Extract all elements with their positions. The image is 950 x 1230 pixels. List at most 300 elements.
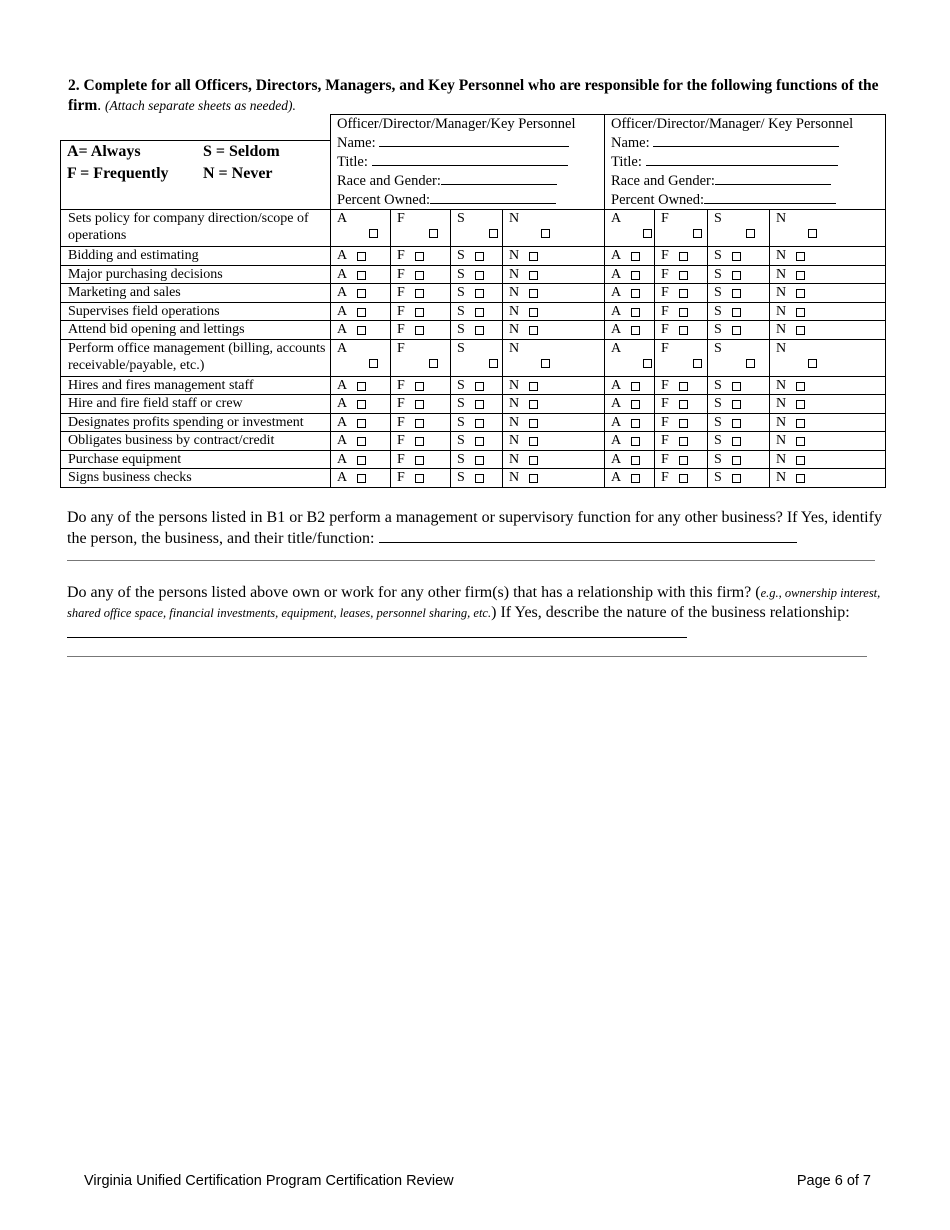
table-row <box>61 321 886 340</box>
rating-checkbox[interactable] <box>415 289 424 298</box>
personnel-2-title-field[interactable] <box>646 152 838 166</box>
rating-option-label: A <box>337 451 348 467</box>
rating-cell <box>708 450 770 469</box>
rating-checkbox[interactable] <box>415 308 424 317</box>
rating-checkbox[interactable] <box>746 229 755 238</box>
rating-option-label: A <box>611 433 622 448</box>
rating-cell <box>605 210 655 247</box>
rating-checkbox[interactable] <box>631 271 640 280</box>
rating-checkbox[interactable] <box>796 456 805 465</box>
table-row <box>61 302 886 321</box>
rating-cell <box>503 339 605 376</box>
rating-option-label: F <box>661 377 669 393</box>
rating-checkbox[interactable] <box>529 308 538 317</box>
rating-cell <box>770 339 886 376</box>
rating-checkbox[interactable] <box>529 289 538 298</box>
rating-option-label: A <box>337 414 348 430</box>
rating-option-label: N <box>776 303 787 319</box>
rating-checkbox[interactable] <box>679 252 688 261</box>
rating-checkbox[interactable] <box>732 308 741 317</box>
rating-option-label: N <box>776 248 787 263</box>
rating-option-label: S <box>714 451 722 467</box>
personnel-1-title-field[interactable] <box>372 152 568 166</box>
rating-checkbox[interactable] <box>679 382 688 391</box>
rating-cell <box>331 450 391 469</box>
table-row <box>61 284 886 303</box>
rating-cell <box>503 469 605 488</box>
page-number: Page 6 of 7 <box>796 1173 871 1189</box>
rating-checkbox[interactable] <box>643 359 652 368</box>
rating-option-label: F <box>397 433 405 448</box>
rating-cell <box>770 469 886 488</box>
rating-checkbox[interactable] <box>357 419 366 428</box>
rating-option-label: N <box>509 414 520 430</box>
table-row <box>61 450 886 469</box>
rating-checkbox[interactable] <box>475 252 484 261</box>
rating-checkbox[interactable] <box>693 359 702 368</box>
related-firm-answer-field[interactable] <box>67 623 687 638</box>
rating-cell <box>655 432 708 451</box>
legend-frequently: F = Frequently <box>67 164 169 182</box>
rating-checkbox[interactable] <box>732 289 741 298</box>
rating-cell <box>391 413 451 432</box>
rating-cell <box>331 395 391 414</box>
rating-cell <box>391 450 451 469</box>
rating-checkbox[interactable] <box>357 252 366 261</box>
function-label: Major purchasing decisions <box>61 265 331 284</box>
rating-option-label: N <box>776 414 787 430</box>
rating-option-label: S <box>457 266 465 282</box>
rating-option-label: F <box>397 396 405 411</box>
rating-checkbox[interactable] <box>415 400 424 409</box>
personnel-1-name-field[interactable] <box>379 133 569 147</box>
rating-option-label: A <box>611 322 622 337</box>
personnel-2-percent-field[interactable] <box>704 190 836 204</box>
rating-cell <box>655 302 708 321</box>
rating-checkbox[interactable] <box>541 359 550 368</box>
rating-option-label: N <box>509 451 520 467</box>
rating-option-label: N <box>509 322 520 337</box>
rating-checkbox[interactable] <box>732 382 741 391</box>
rating-checkbox[interactable] <box>643 229 652 238</box>
rating-option-label: N <box>509 396 520 411</box>
personnel-column-1: Officer/Director/Manager/Key Personnel Name: Title: Race and Gender: Percent Owned: <box>331 115 605 210</box>
rating-cell <box>451 247 503 266</box>
rating-cell <box>391 339 451 376</box>
rating-checkbox[interactable] <box>357 400 366 409</box>
rating-cell <box>708 284 770 303</box>
rating-checkbox[interactable] <box>631 419 640 428</box>
rating-checkbox[interactable] <box>732 419 741 428</box>
table-row <box>61 265 886 284</box>
related-firm-examples: e.g., ownership interest, shared office space, financial investments, equipment, leases, personnel sharing, etc. <box>67 586 881 620</box>
answer-line[interactable] <box>67 656 867 657</box>
rating-checkbox[interactable] <box>529 437 538 446</box>
table-row <box>61 413 886 432</box>
rating-option-label: N <box>509 285 520 300</box>
rating-option-label: S <box>714 377 722 393</box>
legend-never: N = Never <box>203 164 273 182</box>
rating-option-label: A <box>337 377 348 393</box>
rating-cell <box>605 413 655 432</box>
rating-checkbox[interactable] <box>679 400 688 409</box>
rating-checkbox[interactable] <box>732 437 741 446</box>
rating-option-label: F <box>397 248 405 263</box>
function-label: Perform office management (billing, accounts receivable/payable, etc.) <box>61 339 331 376</box>
table-row <box>61 395 886 414</box>
rating-option-label: S <box>714 433 722 448</box>
rating-option-label: A <box>611 211 622 226</box>
rating-option-label: F <box>397 303 405 319</box>
rating-checkbox[interactable] <box>796 382 805 391</box>
rating-option-label: F <box>661 248 669 263</box>
personnel-2-race-field[interactable] <box>715 171 831 185</box>
personnel-1-title: Officer/Director/Manager/Key Personnel <box>337 116 576 132</box>
rating-cell <box>655 413 708 432</box>
rating-checkbox[interactable] <box>796 308 805 317</box>
rating-option-label: S <box>457 322 465 337</box>
rating-checkbox[interactable] <box>679 271 688 280</box>
rating-checkbox[interactable] <box>529 382 538 391</box>
rating-option-label: S <box>457 303 465 319</box>
rating-cell <box>391 302 451 321</box>
rating-checkbox[interactable] <box>679 419 688 428</box>
rating-cell <box>655 339 708 376</box>
rating-option-label: S <box>457 285 465 300</box>
rating-checkbox[interactable] <box>415 252 424 261</box>
rating-cell <box>331 284 391 303</box>
rating-checkbox[interactable] <box>541 229 550 238</box>
rating-checkbox[interactable] <box>357 382 366 391</box>
rating-option-label: F <box>661 470 669 485</box>
rating-cell <box>391 321 451 340</box>
rating-checkbox[interactable] <box>732 474 741 483</box>
rating-option-label: N <box>509 266 520 282</box>
rating-cell <box>708 321 770 340</box>
rating-cell <box>503 302 605 321</box>
rating-option-label: N <box>509 470 520 485</box>
rating-checkbox[interactable] <box>489 359 498 368</box>
rating-checkbox[interactable] <box>796 252 805 261</box>
rating-checkbox[interactable] <box>732 252 741 261</box>
rating-option-label: N <box>776 266 787 282</box>
rating-checkbox[interactable] <box>357 289 366 298</box>
rating-cell <box>655 265 708 284</box>
rating-checkbox[interactable] <box>369 359 378 368</box>
rating-cell <box>708 469 770 488</box>
rating-cell <box>331 413 391 432</box>
personnel-functions-table <box>60 114 886 488</box>
rating-checkbox[interactable] <box>489 229 498 238</box>
rating-option-label: S <box>714 285 722 300</box>
rating-checkbox[interactable] <box>415 437 424 446</box>
rating-option-label: F <box>661 451 669 467</box>
rating-option-label: A <box>337 396 348 411</box>
rating-cell <box>503 210 605 247</box>
rating-option-label: S <box>457 211 465 226</box>
rating-checkbox[interactable] <box>631 400 640 409</box>
rating-checkbox[interactable] <box>429 359 438 368</box>
rating-checkbox[interactable] <box>415 419 424 428</box>
function-label: Designates profits spending or investment <box>61 413 331 432</box>
rating-cell <box>605 284 655 303</box>
rating-checkbox[interactable] <box>475 474 484 483</box>
rating-cell <box>605 265 655 284</box>
rating-checkbox[interactable] <box>693 229 702 238</box>
rating-cell <box>391 284 451 303</box>
rating-cell <box>655 284 708 303</box>
rating-checkbox[interactable] <box>529 271 538 280</box>
rating-option-label: F <box>661 433 669 448</box>
rating-checkbox[interactable] <box>475 289 484 298</box>
rating-option-label: S <box>714 396 722 411</box>
rating-checkbox[interactable] <box>796 400 805 409</box>
question-other-business: Do any of the persons listed in B1 or B2 perform a management or supervisory function for any other business? If Yes, identify the person, the business, and their title/function: <box>67 509 882 547</box>
rating-cell <box>391 469 451 488</box>
rating-cell <box>451 210 503 247</box>
rating-checkbox[interactable] <box>679 289 688 298</box>
rating-option-label: F <box>397 451 405 467</box>
rating-cell <box>605 302 655 321</box>
rating-option-label: A <box>611 248 622 263</box>
rating-checkbox[interactable] <box>679 456 688 465</box>
section-heading-note: (Attach separate sheets as needed). <box>105 98 296 113</box>
rating-cell <box>451 284 503 303</box>
rating-checkbox[interactable] <box>679 308 688 317</box>
rating-option-label: F <box>397 266 405 282</box>
rating-checkbox[interactable] <box>357 326 366 335</box>
rating-cell <box>451 321 503 340</box>
rating-checkbox[interactable] <box>429 229 438 238</box>
rating-checkbox[interactable] <box>679 437 688 446</box>
rating-cell <box>451 265 503 284</box>
footer-title: Virginia Unified Certification Program Certification Review <box>84 1173 454 1189</box>
section-heading-bold: 2. Complete for all Officers, Directors, Managers, and Key Personnel who are responsible for the following functions of the firm <box>68 77 879 114</box>
rating-checkbox[interactable] <box>475 308 484 317</box>
rating-option-label: N <box>509 211 520 226</box>
legend-seldom: S = Seldom <box>203 142 280 160</box>
rating-cell <box>605 339 655 376</box>
rating-option-label: S <box>457 470 465 485</box>
rating-checkbox[interactable] <box>631 289 640 298</box>
rating-checkbox[interactable] <box>631 474 640 483</box>
rating-option-label: S <box>714 470 722 485</box>
rating-checkbox[interactable] <box>357 308 366 317</box>
rating-cell <box>605 469 655 488</box>
rating-cell <box>503 284 605 303</box>
rating-checkbox[interactable] <box>357 437 366 446</box>
rating-option-label: N <box>776 396 787 411</box>
rating-option-label: F <box>397 470 405 485</box>
rating-option-label: F <box>661 322 669 337</box>
rating-checkbox[interactable] <box>808 229 817 238</box>
rating-option-label: F <box>397 322 405 337</box>
rating-cell <box>708 376 770 395</box>
rating-checkbox[interactable] <box>369 229 378 238</box>
rating-cell <box>655 395 708 414</box>
rating-option-label: N <box>509 377 520 393</box>
rating-checkbox[interactable] <box>796 271 805 280</box>
rating-checkbox[interactable] <box>631 252 640 261</box>
rating-cell <box>331 469 391 488</box>
rating-checkbox[interactable] <box>631 437 640 446</box>
answer-line[interactable] <box>67 560 875 561</box>
rating-cell <box>708 339 770 376</box>
rating-checkbox[interactable] <box>475 400 484 409</box>
rating-cell <box>503 321 605 340</box>
rating-checkbox[interactable] <box>529 252 538 261</box>
rating-cell <box>451 469 503 488</box>
rating-option-label: N <box>776 340 787 356</box>
rating-checkbox[interactable] <box>529 419 538 428</box>
rating-checkbox[interactable] <box>796 289 805 298</box>
table-row <box>61 376 886 395</box>
rating-checkbox[interactable] <box>415 456 424 465</box>
rating-checkbox[interactable] <box>475 419 484 428</box>
rating-checkbox[interactable] <box>475 326 484 335</box>
rating-checkbox[interactable] <box>357 456 366 465</box>
rating-checkbox[interactable] <box>732 326 741 335</box>
rating-option-label: A <box>611 451 622 467</box>
rating-option-label: S <box>457 377 465 393</box>
function-label: Bidding and estimating <box>61 247 331 266</box>
rating-cell <box>708 302 770 321</box>
rating-cell <box>391 376 451 395</box>
rating-cell <box>331 321 391 340</box>
rating-option-label: S <box>457 396 465 411</box>
rating-cell <box>451 376 503 395</box>
rating-cell <box>770 432 886 451</box>
personnel-1-race-field[interactable] <box>441 171 557 185</box>
rating-checkbox[interactable] <box>732 456 741 465</box>
rating-option-label: A <box>337 470 348 485</box>
rating-option-label: A <box>337 303 348 319</box>
rating-checkbox[interactable] <box>475 382 484 391</box>
rating-cell <box>451 450 503 469</box>
rating-option-label: F <box>661 211 669 226</box>
personnel-1-percent-field[interactable] <box>430 190 556 204</box>
rating-checkbox[interactable] <box>415 382 424 391</box>
rating-checkbox[interactable] <box>732 400 741 409</box>
rating-cell <box>770 265 886 284</box>
rating-option-label: F <box>661 285 669 300</box>
rating-option-label: F <box>397 377 405 393</box>
section-heading: 2. Complete for all Officers, Directors, Managers, and Key Personnel who are responsible for the following functions of the firm. (Attach separate sheets as needed). <box>68 77 879 114</box>
rating-cell <box>655 321 708 340</box>
rating-option-label: N <box>776 322 787 337</box>
legend <box>61 140 331 209</box>
rating-cell <box>655 469 708 488</box>
rating-checkbox[interactable] <box>415 474 424 483</box>
rating-cell <box>503 395 605 414</box>
rating-checkbox[interactable] <box>732 271 741 280</box>
rating-option-label: N <box>509 303 520 319</box>
rating-cell <box>331 247 391 266</box>
rating-checkbox[interactable] <box>529 456 538 465</box>
personnel-2-name-field[interactable] <box>653 133 839 147</box>
rating-option-label: A <box>337 433 348 448</box>
rating-cell <box>391 432 451 451</box>
rating-checkbox[interactable] <box>529 474 538 483</box>
rating-option-label: F <box>661 396 669 411</box>
rating-cell <box>655 247 708 266</box>
rating-cell <box>770 413 886 432</box>
rating-option-label: A <box>611 414 622 430</box>
rating-checkbox[interactable] <box>631 326 640 335</box>
rating-option-label: A <box>611 285 622 300</box>
rating-cell <box>451 302 503 321</box>
rating-checkbox[interactable] <box>631 456 640 465</box>
rating-checkbox[interactable] <box>679 474 688 483</box>
rating-cell <box>770 376 886 395</box>
function-label: Supervises field operations <box>61 302 331 321</box>
rating-option-label: N <box>776 470 787 485</box>
rating-checkbox[interactable] <box>796 419 805 428</box>
rating-checkbox[interactable] <box>357 474 366 483</box>
rating-cell <box>503 265 605 284</box>
rating-checkbox[interactable] <box>796 474 805 483</box>
rating-checkbox[interactable] <box>529 326 538 335</box>
rating-option-label: F <box>661 414 669 430</box>
rating-option-label: S <box>714 266 722 282</box>
rating-cell <box>331 376 391 395</box>
table-row <box>61 247 886 266</box>
rating-checkbox[interactable] <box>746 359 755 368</box>
rating-cell <box>503 432 605 451</box>
rating-option-label: A <box>611 340 622 356</box>
rating-cell <box>503 413 605 432</box>
rating-cell <box>770 210 886 247</box>
rating-option-label: A <box>611 377 622 393</box>
function-label: Attend bid opening and lettings <box>61 321 331 340</box>
rating-checkbox[interactable] <box>475 456 484 465</box>
rating-option-label: F <box>397 285 405 300</box>
rating-checkbox[interactable] <box>475 271 484 280</box>
rating-cell <box>331 265 391 284</box>
rating-option-label: N <box>776 451 787 467</box>
rating-cell <box>655 450 708 469</box>
rating-cell <box>708 210 770 247</box>
rating-option-label: N <box>509 433 520 448</box>
rating-checkbox[interactable] <box>808 359 817 368</box>
rating-option-label: A <box>611 470 622 485</box>
rating-checkbox[interactable] <box>415 326 424 335</box>
rating-checkbox[interactable] <box>631 382 640 391</box>
rating-cell <box>391 265 451 284</box>
rating-cell <box>503 376 605 395</box>
rating-checkbox[interactable] <box>529 400 538 409</box>
rating-checkbox[interactable] <box>796 437 805 446</box>
function-label: Obligates business by contract/credit <box>61 432 331 451</box>
rating-option-label: A <box>337 266 348 282</box>
rating-cell <box>605 432 655 451</box>
rating-checkbox[interactable] <box>357 271 366 280</box>
function-label: Signs business checks <box>61 469 331 488</box>
rating-checkbox[interactable] <box>796 326 805 335</box>
rating-cell <box>605 450 655 469</box>
rating-cell <box>331 302 391 321</box>
rating-checkbox[interactable] <box>475 437 484 446</box>
rating-checkbox[interactable] <box>679 326 688 335</box>
function-label: Hires and fires management staff <box>61 376 331 395</box>
rating-checkbox[interactable] <box>631 308 640 317</box>
rating-option-label: S <box>714 322 722 337</box>
rating-checkbox[interactable] <box>415 271 424 280</box>
rating-cell <box>708 413 770 432</box>
other-business-answer-field[interactable] <box>379 528 797 543</box>
rating-option-label: S <box>714 340 722 356</box>
rating-cell <box>605 247 655 266</box>
